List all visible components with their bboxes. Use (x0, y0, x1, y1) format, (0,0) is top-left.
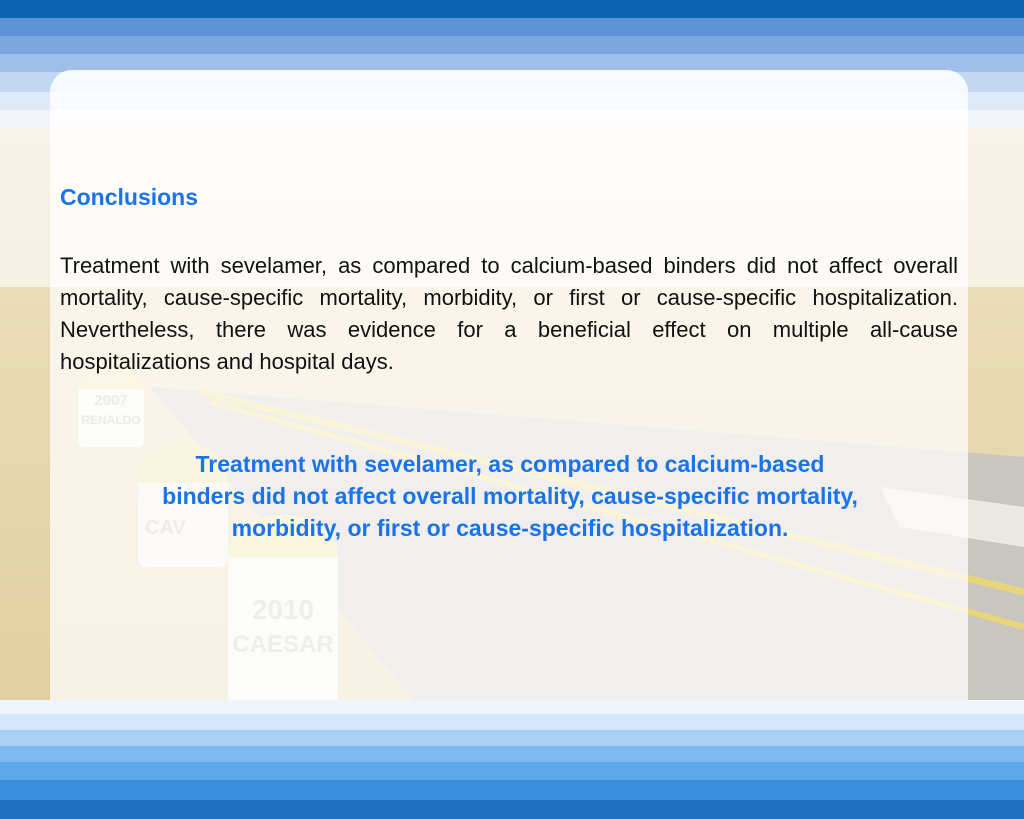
highlight-line: morbidity, or first or cause-specific hospitalization. (231, 515, 789, 541)
highlight-line: binders did not affect overall mortality, cause-specific mortality, (162, 483, 858, 509)
content-panel (50, 70, 968, 730)
highlight-line: Treatment with sevelamer, as compared to calcium-based (195, 451, 825, 477)
slide-heading: Conclusions (60, 184, 199, 210)
panel-top-fade (50, 70, 968, 150)
bottom-banner (0, 700, 1024, 819)
highlight-statement (90, 448, 930, 544)
conclusion-paragraph: Treatment with sevelamer, as compared to calcium-based binders did not affect overall mortality, cause-specific mortality, morbidity, or first or cause-specific hospitalization. Nevertheless, there was evidence for a beneficial effect on multiple all-cause hospitalizations and hospital days. (60, 253, 958, 374)
